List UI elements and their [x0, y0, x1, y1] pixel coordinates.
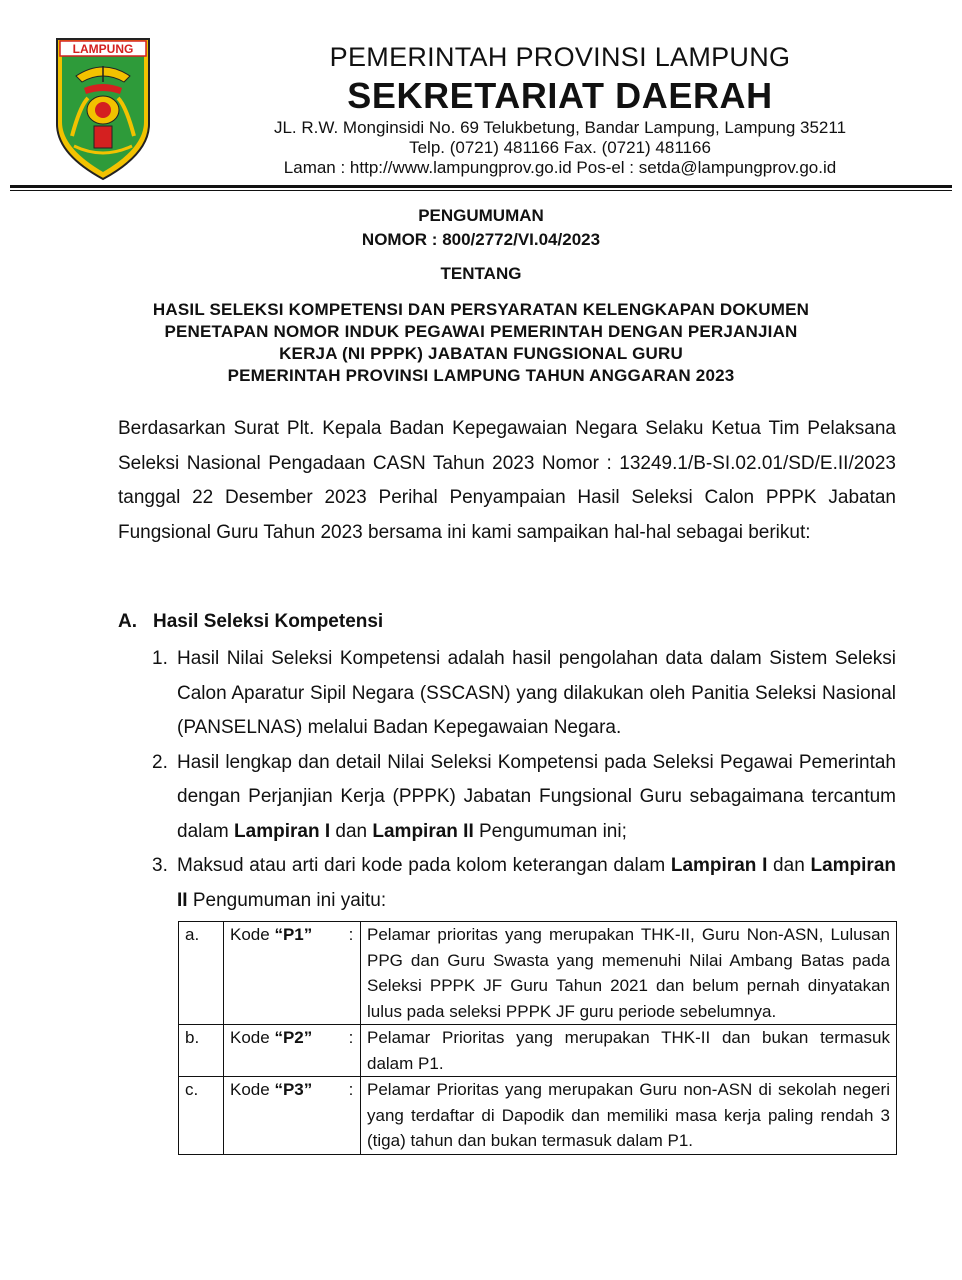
- code-value: “P1”: [274, 925, 313, 944]
- code-prefix: Kode: [230, 1028, 275, 1047]
- code-description: Pelamar Prioritas yang merupakan Guru non-ASN di sekolah negeri yang terdaftar di Dapodik dan memiliki masa kerja paling rendah 3 (tiga) tahun dan bukan termasuk dalam P1.: [361, 1077, 897, 1155]
- table-row: [179, 922, 897, 1025]
- announcement-heading: [60, 204, 902, 252]
- code-cell: [224, 922, 343, 1025]
- code-description: Pelamar Prioritas yang merupakan THK-II dan bukan termasuk dalam P1.: [361, 1025, 897, 1077]
- table-row: [179, 1025, 897, 1077]
- section-a-list: [152, 642, 896, 918]
- attachment-ref: Lampiran I: [670, 855, 768, 876]
- subject-line: PEMERINTAH PROVINSI LAMPUNG TAHUN ANGGARAN 2023: [227, 366, 735, 385]
- logo-caption: LAMPUNG: [72, 42, 134, 56]
- letterhead-rule-thin: [10, 190, 952, 191]
- item-number: 3.: [152, 855, 168, 876]
- item-number: 2.: [152, 751, 168, 773]
- codes-table: [178, 921, 897, 1155]
- announcement-number: NOMOR : 800/2772/VI.04/2023: [361, 230, 601, 249]
- item-text: Pengumuman ini yaitu:: [187, 889, 387, 911]
- government-name: PEMERINTAH PROVINSI LAMPUNG: [329, 42, 791, 72]
- row-letter: b.: [179, 1025, 224, 1077]
- subject-line: KERJA (NI PPPK) JABATAN FUNGSIONAL GURU: [279, 344, 683, 363]
- section-a-heading: [118, 607, 383, 637]
- announcement-subject: [60, 299, 902, 387]
- item-text: dan: [330, 820, 373, 842]
- list-item: [152, 642, 896, 746]
- code-description: Pelamar prioritas yang merupakan THK-II, Guru Non-ASN, Lulusan PPG dan Guru Swasta yang memenuhi Nilai Ambang Batas pada Seleksi PPPK JF Guru Tahun 2021 dan belum pernah dinyatakan lulus pada seleksi PPPK JF guru periode sebelumnya.: [361, 922, 897, 1025]
- item-text: Hasil Nilai Seleksi Kompetensi adalah hasil pengolahan data dalam Sistem Seleksi Calon Aparatur Sipil Negara (SSCASN) yang dilakukan oleh Panitia Seleksi Nasional (PANSELNAS) melalui Badan Kepegawaian Negara.: [177, 648, 896, 738]
- colon-cell: :: [342, 1025, 361, 1077]
- announcement-type: PENGUMUMAN: [418, 206, 544, 225]
- code-prefix: Kode: [230, 1080, 275, 1099]
- code-prefix: Kode: [230, 925, 275, 944]
- colon-cell: :: [342, 922, 361, 1025]
- office-address: JL. R.W. Monginsidi No. 69 Telukbetung, Bandar Lampung, Lampung 35211: [273, 118, 847, 137]
- item-text: Pengumuman ini;: [473, 820, 627, 842]
- colon-cell: :: [342, 1077, 361, 1155]
- about-label: TENTANG: [440, 264, 522, 283]
- letterhead: [180, 40, 940, 178]
- attachment-ref: Lampiran II: [372, 820, 474, 842]
- row-letter: c.: [179, 1077, 224, 1155]
- table-row: [179, 1077, 897, 1155]
- row-letter: a.: [179, 922, 224, 1025]
- code-value: “P3”: [274, 1080, 313, 1099]
- code-value: “P2”: [274, 1028, 313, 1047]
- code-cell: [224, 1025, 343, 1077]
- item-text: dan: [767, 855, 811, 876]
- list-item: [152, 746, 896, 850]
- subject-line: HASIL SELEKSI KOMPETENSI DAN PERSYARATAN KELENGKAPAN DOKUMEN: [152, 300, 810, 319]
- list-item: [152, 849, 896, 918]
- attachment-ref: Lampiran I: [234, 820, 331, 842]
- lampung-province-logo: [54, 36, 152, 182]
- item-text: Hasil lengkap dan detail Nilai Seleksi Kompetensi pada Seleksi Pegawai Pemerintah dengan Perjanjian Kerja (PPPK) Jabatan Fungsional Guru sebagaimana tercantum dalam: [177, 751, 896, 842]
- office-phone: Telp. (0721) 481166 Fax. (0721) 481166: [409, 138, 711, 157]
- attachment-ref: Lampiran II: [177, 855, 896, 911]
- section-letter: A.: [118, 611, 137, 632]
- office-name: SEKRETARIAT DAERAH: [347, 75, 773, 116]
- item-text: Maksud atau arti dari kode pada kolom keterangan dalam: [177, 855, 671, 876]
- office-web: Laman : http://www.lampungprov.go.id Pos-el : setda@lampungprov.go.id: [283, 158, 837, 177]
- intro-paragraph: Berdasarkan Surat Plt. Kepala Badan Kepegawaian Negara Selaku Ketua Tim Pelaksana Seleksi Nasional Pengadaan CASN Tahun 2023 Nomor : 13249.1/B-SI.02.01/SD/E.II/2023 tanggal 22 Desember 2023 Perihal Penyampaian Hasil Seleksi Calon PPPK Jabatan Fungsional Guru Tahun 2023 bersama ini kami sampaikan hal-hal sebagai berikut:: [118, 418, 896, 543]
- item-number: 1.: [152, 648, 168, 669]
- code-cell: [224, 1077, 343, 1155]
- letterhead-rule-thick: [10, 185, 952, 188]
- section-title: Hasil Seleksi Kompetensi: [153, 611, 384, 632]
- subject-line: PENETAPAN NOMOR INDUK PEGAWAI PEMERINTAH DENGAN PERJANJIAN: [164, 322, 798, 341]
